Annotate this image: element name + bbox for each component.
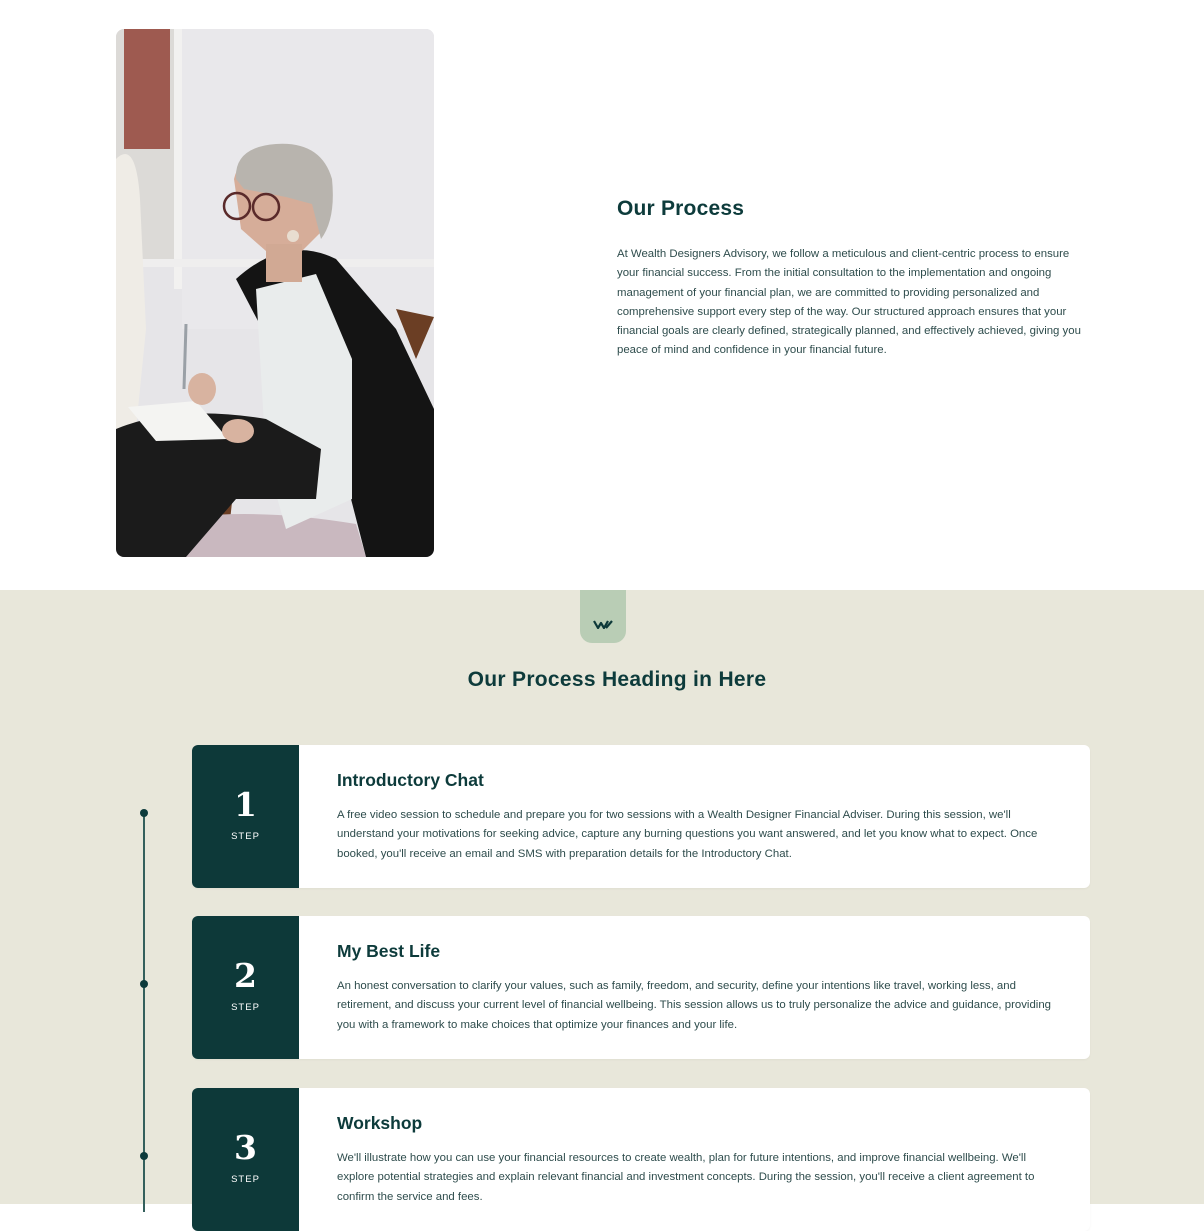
- step-card: [192, 745, 1090, 888]
- step-number-box: [192, 916, 299, 1059]
- step-number: 2: [234, 956, 257, 995]
- intro-title: Our Process: [617, 197, 745, 220]
- step-number-box: [192, 745, 299, 888]
- step-description: A free video session to schedule and prepare you for two sessions with a Wealth Designer Financial Adviser. During this session, we'll understand your motivations for seeking advice, capture any burning questions you want answered, and let you know what to expect. Once booked, you'll receive an email and SMS with preparation details for the Introductory Chat.: [337, 809, 1038, 860]
- step-title: My Best Life: [337, 941, 441, 961]
- step-label: STEP: [231, 831, 260, 842]
- timeline-dot: [140, 1152, 148, 1160]
- step-label: STEP: [231, 1174, 260, 1185]
- step-label: STEP: [231, 1002, 260, 1013]
- timeline-dot: [140, 809, 148, 817]
- step-number: 3: [234, 1128, 257, 1167]
- step-number: 1: [234, 785, 257, 824]
- step-title: Introductory Chat: [337, 770, 484, 790]
- step-number-box: [192, 1088, 299, 1231]
- timeline-dot: [140, 980, 148, 988]
- process-steps-section: [0, 590, 1204, 1204]
- intro-text: At Wealth Designers Advisory, we follow a meticulous and client-centric process to ensure your financial success. From the initial consultation to the implementation and ongoing management of your financial plan, we are committed to providing personalized and comprehensive support every step of the way. Our structured approach ensures that your financial goals are clearly defined, strategically planned, and effectively achieved, giving you peace of mind and confidence in your financial future.: [617, 248, 1081, 357]
- step-title: Workshop: [337, 1113, 423, 1133]
- brand-badge: [580, 590, 626, 643]
- step-card: [192, 916, 1090, 1059]
- step-card: [192, 1088, 1090, 1231]
- process-intro-section: [0, 0, 1204, 590]
- step-description: An honest conversation to clarify your values, such as family, freedom, and security, define your intentions like travel, working less, and retirement, and discuss your current level of financial wellbeing. This session allows us to truly personalize the advice and guidance, providing you with a framework to make choices that optimize your finances and your life.: [337, 980, 1051, 1031]
- brand-logo-icon: [593, 620, 613, 629]
- adviser-photo: [116, 29, 434, 557]
- step-description: We'll illustrate how you can use your financial resources to create wealth, plan for future intentions, and improve financial wellbeing. We'll explore potential strategies and explain relevant financial and investment concepts. During the session, you'll receive a client agreement to confirm the service and fees.: [337, 1152, 1035, 1203]
- process-heading: Our Process Heading in Here: [467, 668, 767, 691]
